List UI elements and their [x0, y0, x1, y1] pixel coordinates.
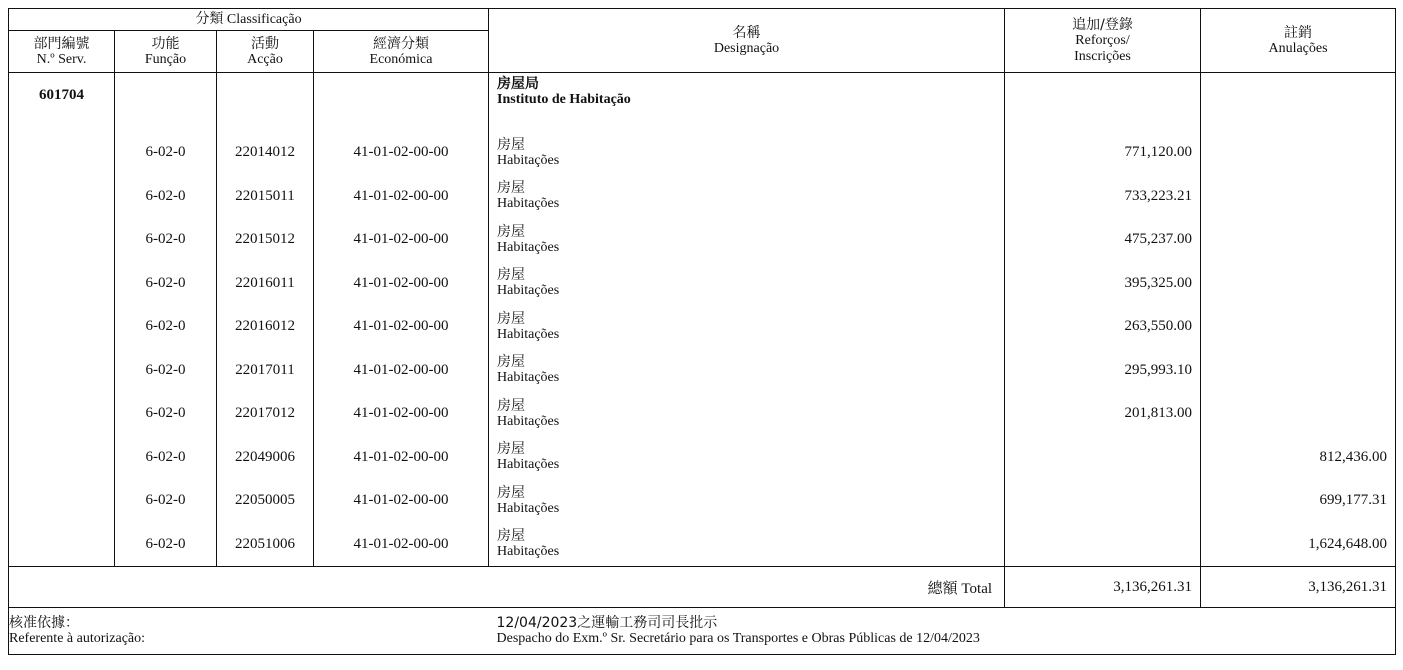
annulment-cell: 1,624,648.00 — [1201, 523, 1396, 567]
service-cell — [9, 175, 115, 219]
action-cell: 22049006 — [217, 436, 314, 480]
designation-zh: 房屋 — [497, 267, 526, 284]
designation-cell — [489, 523, 1005, 567]
economic-cell: 41-01-02-00-00 — [314, 262, 489, 306]
designation-zh: 房屋 — [497, 397, 526, 414]
designation-pt: Habitações — [497, 413, 560, 429]
designation-zh: 房屋 — [497, 136, 526, 153]
designation-zh: 房屋 — [497, 180, 526, 197]
function-cell: 6-02-0 — [115, 392, 217, 436]
service-header: 部門編號 N.º Serv. — [9, 31, 115, 73]
reinforcement-cell — [1005, 436, 1201, 480]
reinforcement-cell: 771,120.00 — [1005, 131, 1201, 175]
service-cell — [9, 218, 115, 262]
action-cell: 22050005 — [217, 479, 314, 523]
entity-designation: 房屋局 Instituto de Habitação — [489, 73, 1005, 132]
service-cell — [9, 523, 115, 567]
function-cell: 6-02-0 — [115, 479, 217, 523]
designation-pt: Habitações — [497, 326, 560, 342]
economic-header: 經濟分類 Económica — [314, 31, 489, 73]
designation-zh: 房屋 — [497, 223, 526, 240]
economic-cell: 41-01-02-00-00 — [314, 305, 489, 349]
service-cell — [9, 436, 115, 480]
designation-cell — [489, 436, 1005, 480]
designation-cell — [489, 305, 1005, 349]
table-row — [9, 175, 1396, 219]
action-cell: 22016011 — [217, 262, 314, 306]
reinforcement-cell — [1005, 523, 1201, 567]
table-row — [9, 349, 1396, 393]
reinforcement-cell: 733,223.21 — [1005, 175, 1201, 219]
function-header: 功能 Função — [115, 31, 217, 73]
action-cell: 22015011 — [217, 175, 314, 219]
action-cell: 22014012 — [217, 131, 314, 175]
footer-row — [9, 608, 1396, 655]
table-row — [9, 523, 1396, 567]
service-cell — [9, 305, 115, 349]
annulment-cell — [1201, 131, 1396, 175]
designation-cell — [489, 131, 1005, 175]
economic-cell: 41-01-02-00-00 — [314, 523, 489, 567]
function-cell: 6-02-0 — [115, 523, 217, 567]
economic-cell: 41-01-02-00-00 — [314, 479, 489, 523]
designation-pt: Habitações — [497, 370, 560, 386]
designation-zh: 房屋 — [497, 528, 526, 545]
economic-cell: 41-01-02-00-00 — [314, 392, 489, 436]
annulment-header: 註銷 Anulações — [1201, 9, 1396, 73]
action-cell: 22015012 — [217, 218, 314, 262]
designation-pt: Habitações — [497, 544, 560, 560]
service-cell — [9, 392, 115, 436]
designation-pt: Habitações — [497, 500, 560, 516]
table-row — [9, 218, 1396, 262]
annulment-cell: 812,436.00 — [1201, 436, 1396, 480]
service-cell — [9, 131, 115, 175]
reinforcement-cell: 395,325.00 — [1005, 262, 1201, 306]
designation-zh: 房屋 — [497, 441, 526, 458]
designation-pt: Habitações — [497, 196, 560, 212]
designation-cell — [489, 349, 1005, 393]
function-cell: 6-02-0 — [115, 175, 217, 219]
annulment-cell — [1201, 349, 1396, 393]
action-cell: 22017011 — [217, 349, 314, 393]
function-cell: 6-02-0 — [115, 131, 217, 175]
annulment-cell — [1201, 392, 1396, 436]
table-row — [9, 436, 1396, 480]
designation-pt: Habitações — [497, 283, 560, 299]
service-number: 601704 — [9, 73, 115, 132]
budget-table — [8, 8, 1396, 655]
designation-cell — [489, 175, 1005, 219]
annulment-cell — [1201, 218, 1396, 262]
function-cell: 6-02-0 — [115, 349, 217, 393]
action-cell: 22016012 — [217, 305, 314, 349]
total-label: 總額 Total — [9, 567, 1005, 608]
designation-zh: 房屋 — [497, 354, 526, 371]
function-cell: 6-02-0 — [115, 436, 217, 480]
action-cell: 22051006 — [217, 523, 314, 567]
economic-cell: 41-01-02-00-00 — [314, 218, 489, 262]
table-row — [9, 392, 1396, 436]
economic-cell: 41-01-02-00-00 — [314, 175, 489, 219]
table-row — [9, 131, 1396, 175]
designation-zh: 房屋 — [497, 484, 526, 501]
total-annulment: 3,136,261.31 — [1201, 567, 1396, 608]
action-cell: 22017012 — [217, 392, 314, 436]
total-reinforcement: 3,136,261.31 — [1005, 567, 1201, 608]
table-row — [9, 262, 1396, 306]
reinforcement-cell — [1005, 479, 1201, 523]
annulment-cell — [1201, 262, 1396, 306]
entity-row — [9, 73, 1396, 132]
economic-cell: 41-01-02-00-00 — [314, 131, 489, 175]
function-cell: 6-02-0 — [115, 262, 217, 306]
function-cell: 6-02-0 — [115, 305, 217, 349]
classification-header: 分類 Classificação — [9, 9, 489, 31]
reinforcement-header: 追加/登錄 Reforços/ Inscrições — [1005, 9, 1201, 73]
designation-cell — [489, 262, 1005, 306]
service-cell — [9, 262, 115, 306]
designation-pt: Habitações — [497, 457, 560, 473]
designation-cell — [489, 218, 1005, 262]
service-cell — [9, 479, 115, 523]
table-row — [9, 479, 1396, 523]
reinforcement-cell: 201,813.00 — [1005, 392, 1201, 436]
designation-pt: Habitações — [497, 239, 560, 255]
economic-cell: 41-01-02-00-00 — [314, 349, 489, 393]
reinforcement-cell: 295,993.10 — [1005, 349, 1201, 393]
designation-cell — [489, 392, 1005, 436]
reinforcement-cell: 263,550.00 — [1005, 305, 1201, 349]
designation-cell — [489, 479, 1005, 523]
annulment-cell: 699,177.31 — [1201, 479, 1396, 523]
annulment-cell — [1201, 305, 1396, 349]
designation-zh: 房屋 — [497, 310, 526, 327]
table-row — [9, 305, 1396, 349]
service-cell — [9, 349, 115, 393]
designation-header: 名稱 Designação — [489, 9, 1005, 73]
action-header: 活動 Acção — [217, 31, 314, 73]
authorization-basis: 核准依據： Referente à autorização: — [9, 608, 489, 655]
function-cell: 6-02-0 — [115, 218, 217, 262]
economic-cell: 41-01-02-00-00 — [314, 436, 489, 480]
total-row — [9, 567, 1396, 608]
annulment-cell — [1201, 175, 1396, 219]
designation-pt: Habitações — [497, 152, 560, 168]
authorization-despatch: 12/04/2023之運輸工務司司長批示 Despacho do Exm.º Sr. Secretário para os Transportes e Obras Públicas de 12/04/2023 — [489, 608, 1396, 655]
reinforcement-cell: 475,237.00 — [1005, 218, 1201, 262]
